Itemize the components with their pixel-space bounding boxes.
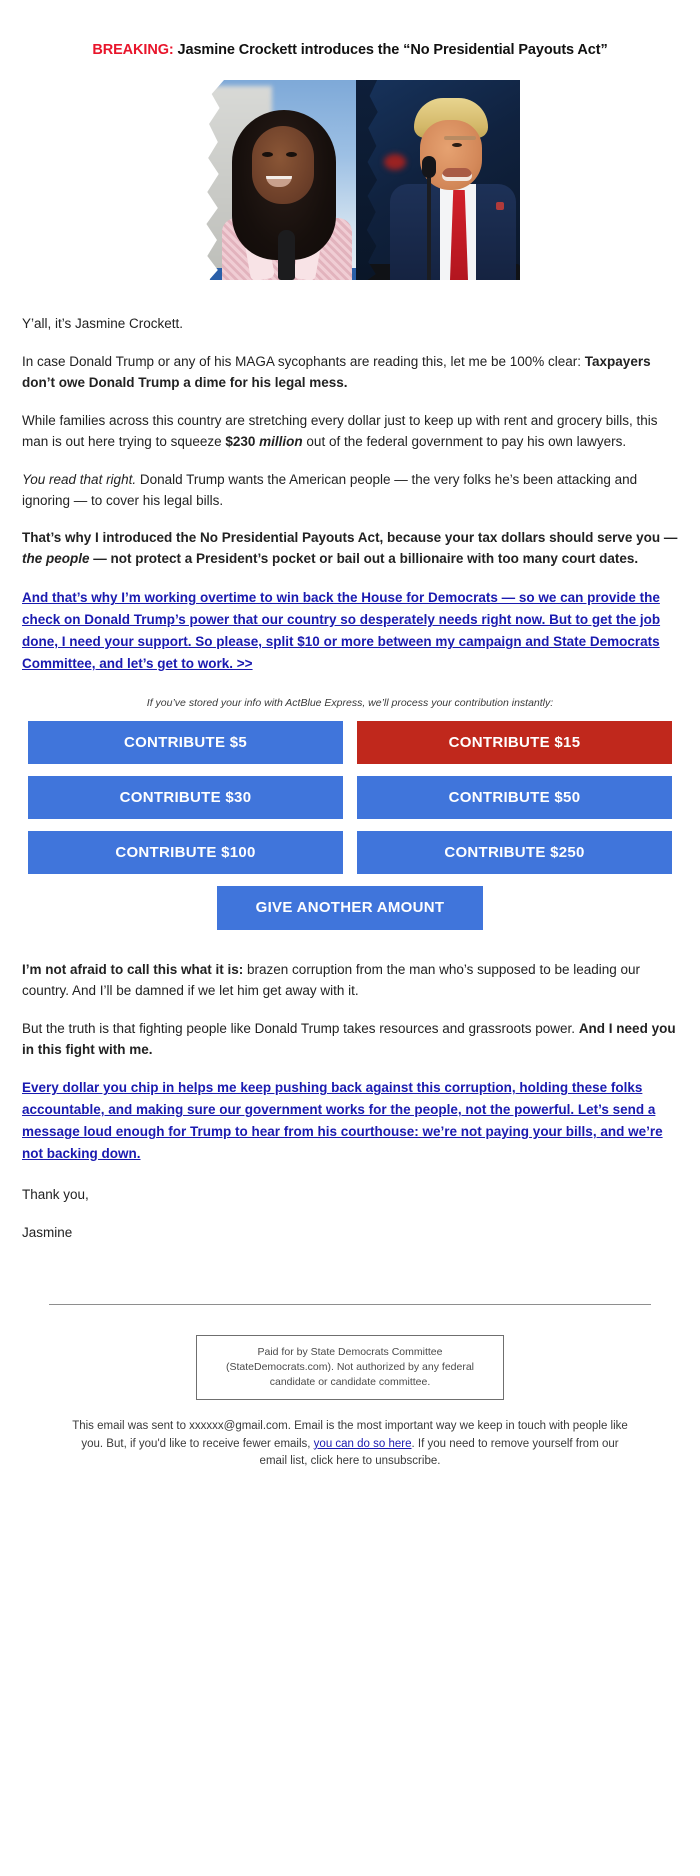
email-body-copy: [0, 280, 700, 675]
actblue-express-note: If you’ve stored your info with ActBlue Express, we’ll process your contribution instantly:: [146, 696, 554, 709]
footer-note-tail: . If you need to remove yourself from our email list, click here to unsubscribe.: [259, 1437, 619, 1467]
email-closing-copy: [0, 942, 700, 1244]
closing-p2-bold: And I need you in this fight with me.: [22, 1020, 676, 1057]
footer-note-lead: This email was sent to xxxxxx@gmail.com. Email is the most important way we keep in touch with people like you. But, if you'd like to receive fewer emails,: [72, 1420, 628, 1450]
paragraph-230-million: [22, 411, 678, 453]
paid-for-disclaimer: Paid for by State Democrats Committee (StateDemocrats.com). Not authorized by any federal candidate or candidate committee.: [196, 1335, 504, 1401]
contribute-100-button[interactable]: CONTRIBUTE $100: [28, 831, 343, 874]
contribute-30-button[interactable]: CONTRIBUTE $30: [28, 776, 343, 819]
p2-lead-text: In case Donald Trump or any of his MAGA sycophants are reading this, let me be 100% clear:: [22, 353, 585, 369]
give-another-amount-button[interactable]: GIVE ANOTHER AMOUNT: [217, 886, 483, 930]
donate-row: [28, 831, 672, 874]
paragraph-brazen-corruption: [22, 960, 678, 1002]
handheld-microphone: [278, 230, 295, 280]
manage-preferences-link[interactable]: you can do so here: [313, 1437, 412, 1450]
p5-bold-lead: That’s why I introduced the No Presidential Payouts Act, because your tax dollars should serve you —: [22, 530, 678, 546]
thank-you-text: Thank you,: [22, 1186, 89, 1202]
trump-eye: [452, 143, 462, 147]
paragraph-you-read-that-right: [22, 470, 678, 512]
microphone-stem: [427, 176, 431, 280]
donate-cta-link-top[interactable]: And that’s why I’m working overtime to win back the House for Democrats — so we can provide the check on Donald Trump’s power that our country so desperately needs right now. But to get the job done, I need your support. So please, split $10 or more between my campaign and State Democrats Committee, and let’s get to work. >>: [22, 590, 661, 671]
contribute-15-button[interactable]: CONTRIBUTE $15: [357, 721, 672, 764]
closing-p2-lead: But the truth is that fighting people like Donald Trump takes resources and grassroots power.: [22, 1020, 579, 1036]
p2-bold-text: Taxpayers don’t owe Donald Trump a dime for his legal mess.: [22, 353, 651, 390]
hero-image-trump-panel: [356, 80, 520, 280]
p5-bold-italic-the-people: the people: [22, 551, 90, 567]
p3-tail-text: out of the federal government to pay his own lawyers.: [302, 433, 627, 449]
greeting-text: Y’all, it’s Jasmine Crockett.: [22, 316, 184, 331]
closing-p1-bold: I’m not afraid to call this what it is:: [22, 961, 244, 977]
contribute-5-button[interactable]: CONTRIBUTE $5: [28, 721, 343, 764]
hero-image-crockett-panel: [180, 80, 356, 280]
donation-button-grid: [0, 721, 700, 930]
footer-divider: [49, 1304, 651, 1305]
closing-p1-rest: brazen corruption from the man who’s supposed to be leading our country. And I’ll be damned if we let him get away with it.: [22, 961, 641, 998]
footer-unsubscribe-note: [70, 1418, 630, 1494]
donate-row: [28, 886, 672, 930]
p5-bold-tail: — not protect a President’s pocket or bail out a billionaire with too many court dates.: [89, 551, 639, 567]
trump-mouth: [442, 168, 472, 181]
donate-cta-link-bottom[interactable]: Every dollar you chip in helps me keep pushing back against this corruption, holding these folks accountable, and making sure our government works for the people, not the powerful. Let’s send a message loud enough for Trump to hear from his courthouse: we’re not paying your bills, and we’re not backing down.: [22, 1080, 663, 1161]
crockett-eye-right: [286, 152, 297, 157]
trump-brow: [444, 136, 476, 140]
flag-lapel-pin: [496, 202, 504, 210]
amount-unit-million: million: [259, 433, 303, 449]
red-light-glow: [384, 154, 406, 170]
donate-row: [28, 776, 672, 819]
paragraph-greeting: [22, 314, 678, 335]
signature-text: Jasmine: [22, 1224, 73, 1240]
paragraph-clear-statement: [22, 352, 678, 394]
paragraph-signature: [22, 1223, 678, 1244]
paragraph-thank-you: [22, 1185, 678, 1206]
amount-230: $230: [225, 433, 260, 449]
crockett-face: [252, 126, 314, 204]
paragraph-grassroots-power: [22, 1019, 678, 1061]
crockett-eye-left: [262, 152, 273, 157]
p3-lead-text: While families across this country are stretching every dollar just to keep up with rent and grocery bills, this man is out here trying to squeeze: [22, 412, 658, 449]
p4-tail-text: Donald Trump wants the American people — the very folks he’s been attacking and ignoring — to cover his legal bills.: [22, 471, 638, 508]
paragraph-act-introduction: [22, 528, 678, 570]
contribute-50-button[interactable]: CONTRIBUTE $50: [357, 776, 672, 819]
email-footer: [0, 1304, 700, 1494]
p4-italic-lead: You read that right.: [22, 471, 137, 487]
donate-row: [28, 721, 672, 764]
breaking-label: BREAKING:: [92, 42, 174, 58]
hero-image: [180, 80, 520, 280]
contribute-250-button[interactable]: CONTRIBUTE $250: [357, 831, 672, 874]
page-title: [0, 0, 700, 58]
podium-microphone: [422, 156, 436, 178]
headline-text: Jasmine Crockett introduces the “No Presidential Payouts Act”: [173, 42, 608, 58]
